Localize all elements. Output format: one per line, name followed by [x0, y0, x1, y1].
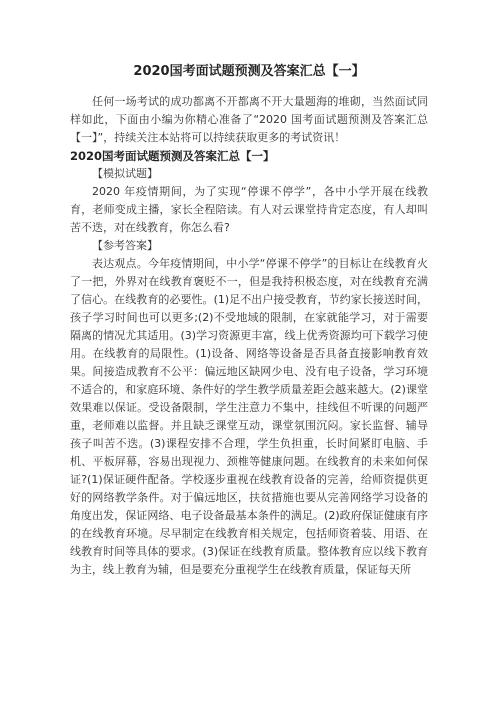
- question-label: 【模拟试题】: [92, 167, 158, 180]
- question-paragraph: 2020 年疫情期间，为了实现“停课不停学”，各中小学开展在线教育，老师变成主播，家长全程陪读。有人对云课堂持肯定态度，有人却叫苦不迭，对在线教育，你怎么看?: [70, 185, 428, 234]
- intro-paragraph: 任何一场考试的成功都离不开都离不开大量题海的堆砌，当然面试同样如此，下面由小编为你精心准备了“2020 国考面试题预测及答案汇总【一】”，持续关注本站将可以持续获取更多的考试资讯！: [70, 95, 428, 144]
- answer-paragraph: 表达观点。今年疫情期间，中小学“停课不停学”的目标让在线教育火了一把，外界对在线教育褒贬不一，但是我持积极态度，对在线教育充满了信心。在线教育的必要性。(1)足不出户接受教育，节约家长接送时间，孩子学习时间也可以更多;(2)不受地域的限制，在家就能学习，对于需要隔离的情况尤其适用。(3)学习资源更丰富，线上优秀资源均可下载学习使用。在线教育的局限性。(1)设备、网络等设备是否具备直接影响教育效果。间接造成教育不公平：偏远地区缺网少电、没有电子设备，学习环境不适合的，和家庭环境、条件好的学生教学质量差距会越来越大。(2)课堂效果难以保证。受设备限制，学生注意力不集中，挂线但不听课的问题严重，老师难以监督。并且缺乏课堂互动，课堂氛围沉闷。家长监督、辅导孩子叫苦不迭。(3)课程安排不合理，学生负担重，长时间紧盯电脑、手机、平板屏幕，容易出现视力、颈椎等健康问题。在线教育的未来如何保证?(1)保证硬件配备。学校逐步重视在线教育设备的完善，给师资提供更好的网络教学条件。对于偏远地区，扶贫措施也要从完善网络学习设备的角度出发，保证网络、电子设备最基本条件的满足。(2)政府保证健康有序的在线教育环境。尽早制定在线教育相关规定，包括师资着装、用语、在线教育时间等具体的要求。(3)保证在线教育质量。整体教育应以线下教育为主，线上教育为辅，但是要充分重视学生在线教育质量，保证每天所: [70, 257, 428, 576]
- document-title: 2020国考面试题预测及答案汇总【一】: [133, 64, 365, 79]
- section-heading: 2020国考面试题预测及答案汇总【一】: [70, 149, 275, 163]
- answer-label: 【参考答案】: [92, 239, 158, 252]
